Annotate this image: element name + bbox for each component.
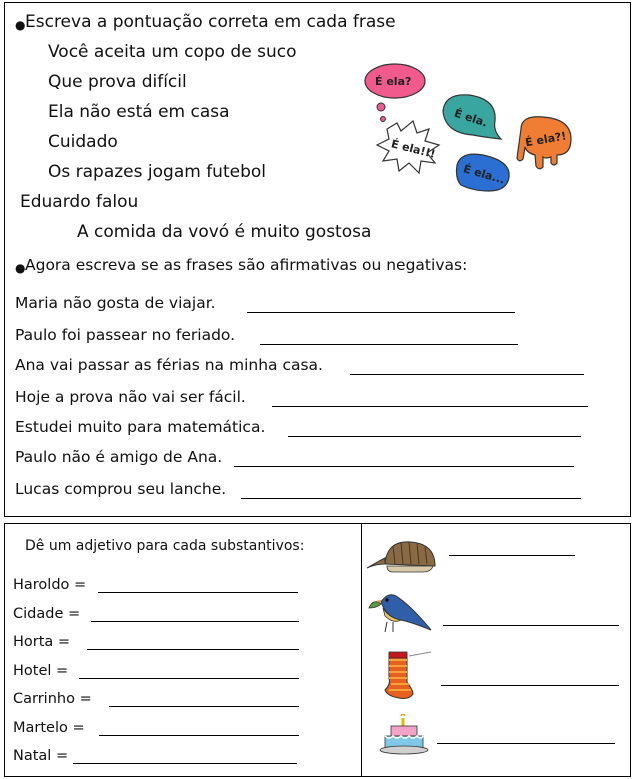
- cake-icon: [377, 714, 437, 758]
- sentence-5: Os rapazes jogam futebol: [48, 162, 266, 182]
- sentence-affirm-2: Paulo foi passear no feriado.: [15, 326, 236, 344]
- sentence-affirm-7: Lucas comprou seu lanche.: [15, 480, 227, 498]
- sentence-affirm-4: Hoje a prova não vai ser fácil.: [15, 388, 246, 406]
- answer-line-2[interactable]: [260, 344, 518, 345]
- column-divider: [361, 524, 362, 776]
- picture-line-4[interactable]: [437, 743, 615, 744]
- svg-text:É ela.: É ela.: [452, 106, 490, 130]
- exercise-box-bottom: [4, 523, 631, 777]
- bullet: ●: [15, 18, 26, 32]
- answer-line-3[interactable]: [350, 374, 584, 375]
- sentence-3: Ela não está em casa: [48, 102, 230, 122]
- svg-text:É ela!!!: É ela!!!: [389, 137, 437, 161]
- bubble-period: [443, 95, 501, 139]
- adjective-line-6[interactable]: [99, 735, 299, 736]
- picture-line-3[interactable]: [441, 685, 619, 686]
- noun-3: Horta =: [13, 634, 71, 650]
- answer-line-7[interactable]: [241, 498, 581, 499]
- sentence-2: Que prova difícil: [48, 72, 187, 92]
- noun-1: Haroldo =: [13, 577, 87, 593]
- sock-icon: [379, 650, 435, 702]
- adjective-line-3[interactable]: [87, 649, 299, 650]
- bubble-interrobang: [517, 117, 571, 169]
- adjective-line-5[interactable]: [109, 706, 299, 707]
- noun-7: Natal =: [13, 748, 69, 764]
- sentence-affirm-1: Maria não gosta de viajar.: [15, 294, 216, 312]
- adjective-line-4[interactable]: [79, 678, 299, 679]
- sentence-affirm-6: Paulo não é amigo de Ana.: [15, 448, 223, 466]
- bubble-ellipsis: [457, 154, 510, 191]
- picture-line-2[interactable]: [443, 625, 619, 626]
- answer-line-4[interactable]: [272, 406, 588, 407]
- bubble-exclamation: [377, 121, 439, 173]
- svg-text:É ela?: É ela?: [375, 75, 412, 88]
- bird-icon: [365, 586, 437, 638]
- adjective-line-2[interactable]: [91, 621, 299, 622]
- noun-2: Cidade =: [13, 606, 81, 622]
- exercise-box-top: [4, 2, 631, 517]
- sentence-4: Cuidado: [48, 132, 118, 152]
- noun-5: Carrinho =: [13, 691, 92, 707]
- picture-line-1[interactable]: [449, 555, 575, 556]
- sentence-7: A comida da vovó é muito gostosa: [77, 222, 372, 242]
- answer-line-6[interactable]: [234, 466, 574, 467]
- bubble-question: [365, 64, 425, 122]
- adjective-line-1[interactable]: [98, 592, 298, 593]
- instruction-punctuation: Escreva a pontuação correta em cada frase: [25, 12, 396, 32]
- instruction-adjectives: Dê um adjetivo para cada substantivos:: [25, 538, 305, 554]
- bullet: ●: [15, 261, 26, 275]
- adjective-line-7[interactable]: [73, 763, 297, 764]
- noun-6: Martelo =: [13, 720, 85, 736]
- noun-4: Hotel =: [13, 663, 69, 679]
- svg-text:É ela...: É ela...: [461, 162, 507, 187]
- svg-text:É ela?!: É ela?!: [524, 129, 568, 150]
- sentence-6: Eduardo falou: [20, 192, 139, 212]
- instruction-affirmative-negative: Agora escreva se as frases são afirmativas ou negativas:: [25, 256, 468, 274]
- speech-bubbles-illustration: [357, 59, 577, 199]
- answer-line-1[interactable]: [247, 312, 515, 313]
- sentence-1: Você aceita um copo de suco: [48, 42, 297, 62]
- armadillo-icon: [363, 534, 439, 578]
- answer-line-5[interactable]: [288, 436, 581, 437]
- sentence-affirm-3: Ana vai passar as férias na minha casa.: [15, 356, 323, 374]
- sentence-affirm-5: Estudei muito para matemática.: [15, 418, 266, 436]
